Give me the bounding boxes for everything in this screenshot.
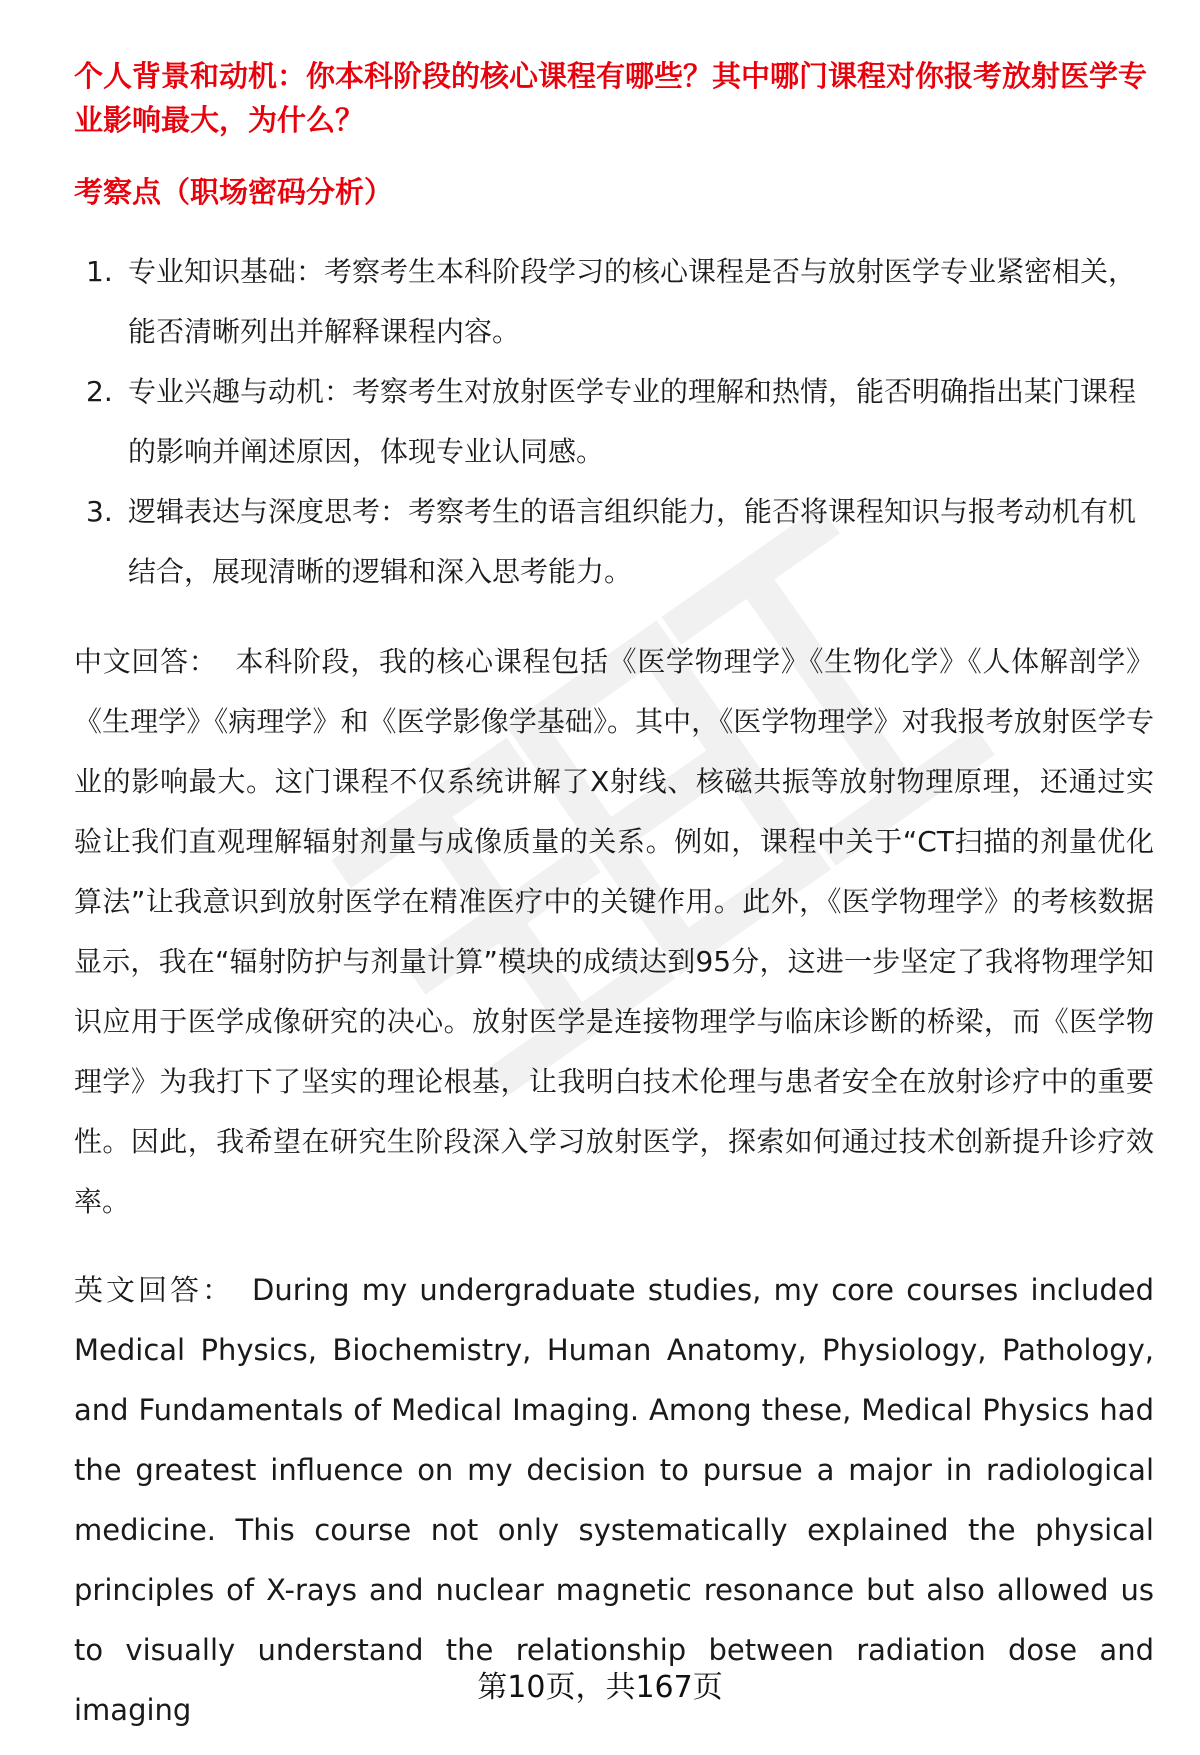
exam-point-text: 专业兴趣与动机：考察考生对放射医学专业的理解和热情，能否明确指出某门课程的影响并阐述原因，体现专业认同感。 [128,375,1137,468]
document-page [74,54,1154,1740]
exam-points-list [74,242,1154,602]
exam-point-number: 2. [86,375,113,408]
english-answer-label: 英文回答： [74,1273,235,1307]
chinese-answer-label: 中文回答： [74,645,218,678]
exam-point-text: 专业知识基础：考察考生本科阶段学习的核心课程是否与放射医学专业紧密相关，能否清晰列出并解释课程内容。 [128,255,1137,348]
page-indicator: 第10页，共167页 [477,1670,723,1705]
question-title: 个人背景和动机：你本科阶段的核心课程有哪些？其中哪门课程对你报考放射医学专业影响最大，为什么？ [74,59,1148,137]
exam-point-number: 1. [86,255,113,288]
exam-point-text: 逻辑表达与深度思考：考察考生的语言组织能力，能否将课程知识与报考动机有机结合，展现清晰的逻辑和深入思考能力。 [128,495,1137,588]
exam-point-item [74,482,1154,602]
exam-points-heading: 考察点（职场密码分析） [74,175,394,209]
chinese-answer [74,632,1154,1232]
english-answer-text: During my undergraduate studies, my core courses included Medical Physics, Biochemistry, Human Anatomy, Physiology, Pathology, and Fundamentals of Medical Imaging. Among these, Medical Physics had the greatest influence on my decision to pursue a major in radiological medicine. This course not only systematically explained the physical principles of X-rays and nuclear magnetic resonance but also allowed us to visually understand the relationship between radiation dose and imaging [74,1273,1154,1727]
exam-point-item [74,242,1154,362]
chinese-answer-text: 本科阶段，我的核心课程包括《医学物理学》《生物化学》《人体解剖学》《生理学》《病理学》和《医学影像学基础》。其中，《医学物理学》对我报考放射医学专业的影响最大。这门课程不仅系统讲解了X射线、核磁共振等放射物理原理，还通过实验让我们直观理解辐射剂量与成像质量的关系。例如，课程中关于“CT扫描的剂量优化算法”让我意识到放射医学在精准医疗中的关键作用。此外，《医学物理学》的考核数据显示，我在“辐射防护与剂量计算”模块的成绩达到95分，这进一步坚定了我将物理学知识应用于医学成像研究的决心。放射医学是连接物理学与临床诊断的桥梁，而《医学物理学》为我打下了坚实的理论根基，让我明白技术伦理与患者安全在放射诊疗中的重要性。因此，我希望在研究生阶段深入学习放射医学，探索如何通过技术创新提升诊疗效率。 [74,645,1154,1218]
exam-point-number: 3. [86,495,113,528]
exam-point-item [74,362,1154,482]
